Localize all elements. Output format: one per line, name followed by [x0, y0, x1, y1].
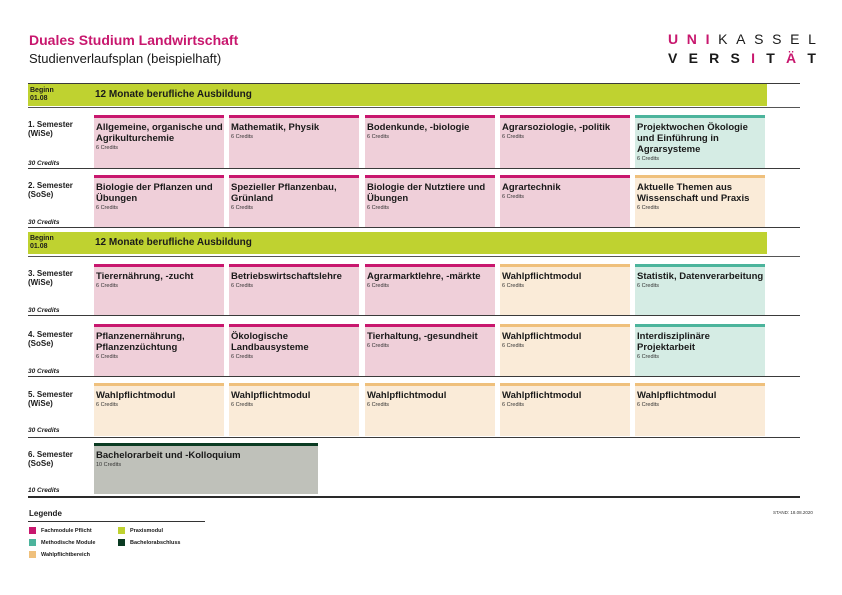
- divider: [28, 496, 800, 498]
- module-card: Projektwochen Ökologie und Einführung in Agrarsysteme 6 Credits: [635, 115, 765, 168]
- semester-credits-4: 30 Credits: [28, 368, 60, 375]
- module-card: Interdisziplinäre Projektarbeit 6 Credits: [635, 324, 765, 376]
- module-card: Mathematik, Physik 6 Credits: [229, 115, 359, 168]
- module-card: Wahlpflichtmodul 6 Credits: [94, 383, 224, 436]
- legend-item: Bachelorabschluss: [118, 539, 180, 546]
- divider: [28, 256, 800, 257]
- module-card: Aktuelle Themen aus Wissenschaft und Praxis 6 Credits: [635, 175, 765, 227]
- legend-item: Wahlpflichtbereich: [29, 551, 90, 558]
- semester-credits-6: 10 Credits: [28, 487, 60, 494]
- semester-label-2: 2. Semester (SoSe): [28, 181, 73, 199]
- semester-credits-1: 30 Credits: [28, 160, 60, 167]
- module-card: Tierhaltung, -gesundheit 6 Credits: [365, 324, 495, 376]
- semester-credits-3: 30 Credits: [28, 307, 60, 314]
- practice-block-2: Beginn 01.08 12 Monate berufliche Ausbildung: [28, 232, 767, 254]
- module-card: Agrarsoziologie, -politik 6 Credits: [500, 115, 630, 168]
- page-subtitle: Studienverlaufsplan (beispielhaft): [29, 51, 222, 66]
- semester-label-4: 4. Semester (SoSe): [28, 330, 73, 348]
- practice-block-1: Beginn 01.08 12 Monate berufliche Ausbildung: [28, 84, 767, 106]
- divider: [28, 437, 800, 438]
- semester-credits-2: 30 Credits: [28, 219, 60, 226]
- module-card: Wahlpflichtmodul 6 Credits: [500, 324, 630, 376]
- stand-date: STAND: 18.08.2020: [773, 510, 813, 515]
- module-card: Biologie der Pflanzen und Übungen 6 Credits: [94, 175, 224, 227]
- divider: [28, 227, 800, 228]
- divider: [28, 107, 800, 108]
- divider: [28, 168, 800, 169]
- semester-credits-5: 30 Credits: [28, 427, 60, 434]
- legend-divider: [28, 521, 205, 522]
- module-card: Spezieller Pflanzenbau, Grünland 6 Credits: [229, 175, 359, 227]
- legend-item: Praxismodul: [118, 527, 163, 534]
- practice-text: 12 Monate berufliche Ausbildung: [95, 237, 252, 248]
- divider: [28, 315, 800, 316]
- semester-label-3: 3. Semester (WiSe): [28, 269, 73, 287]
- module-card: Agrarmarktlehre, -märkte 6 Credits: [365, 264, 495, 315]
- module-card: Betriebswirtschaftslehre 6 Credits: [229, 264, 359, 315]
- university-logo: U N I K A S S E L V E R S I T Ä T: [668, 31, 816, 66]
- practice-text: 12 Monate berufliche Ausbildung: [95, 89, 252, 100]
- legend-swatch: [118, 527, 125, 534]
- module-card: Wahlpflichtmodul 6 Credits: [500, 264, 630, 315]
- module-card: Statistik, Datenverarbeitung 6 Credits: [635, 264, 765, 315]
- legend-title: Legende: [29, 509, 62, 518]
- legend-swatch: [29, 527, 36, 534]
- module-card-bachelor: Bachelorarbeit und -Kolloquium 10 Credits: [94, 443, 318, 494]
- module-card: Ökologische Landbausysteme 6 Credits: [229, 324, 359, 376]
- module-card: Wahlpflichtmodul 6 Credits: [635, 383, 765, 436]
- module-card: Wahlpflichtmodul 6 Credits: [365, 383, 495, 436]
- divider: [28, 376, 800, 377]
- module-card: Biologie der Nutztiere und Übungen 6 Credits: [365, 175, 495, 227]
- legend-swatch: [118, 539, 125, 546]
- module-card: Agrartechnik 6 Credits: [500, 175, 630, 227]
- legend-item: Fachmodule Pflicht: [29, 527, 92, 534]
- module-card: Bodenkunde, -biologie 6 Credits: [365, 115, 495, 168]
- legend-swatch: [29, 551, 36, 558]
- module-card: Pflanzenernährung, Pflanzenzüchtung 6 Credits: [94, 324, 224, 376]
- module-card: Wahlpflichtmodul 6 Credits: [229, 383, 359, 436]
- semester-label-5: 5. Semester (WiSe): [28, 390, 73, 408]
- module-card: Allgemeine, organische und Agrikulturchemie 6 Credits: [94, 115, 224, 168]
- legend-item: Methodische Module: [29, 539, 95, 546]
- module-card: Tierernährung, -zucht 6 Credits: [94, 264, 224, 315]
- semester-label-1: 1. Semester (WiSe): [28, 120, 73, 138]
- legend-swatch: [29, 539, 36, 546]
- page-title: Duales Studium Landwirtschaft: [29, 32, 239, 48]
- semester-label-6: 6. Semester (SoSe): [28, 450, 73, 468]
- module-card: Wahlpflichtmodul 6 Credits: [500, 383, 630, 436]
